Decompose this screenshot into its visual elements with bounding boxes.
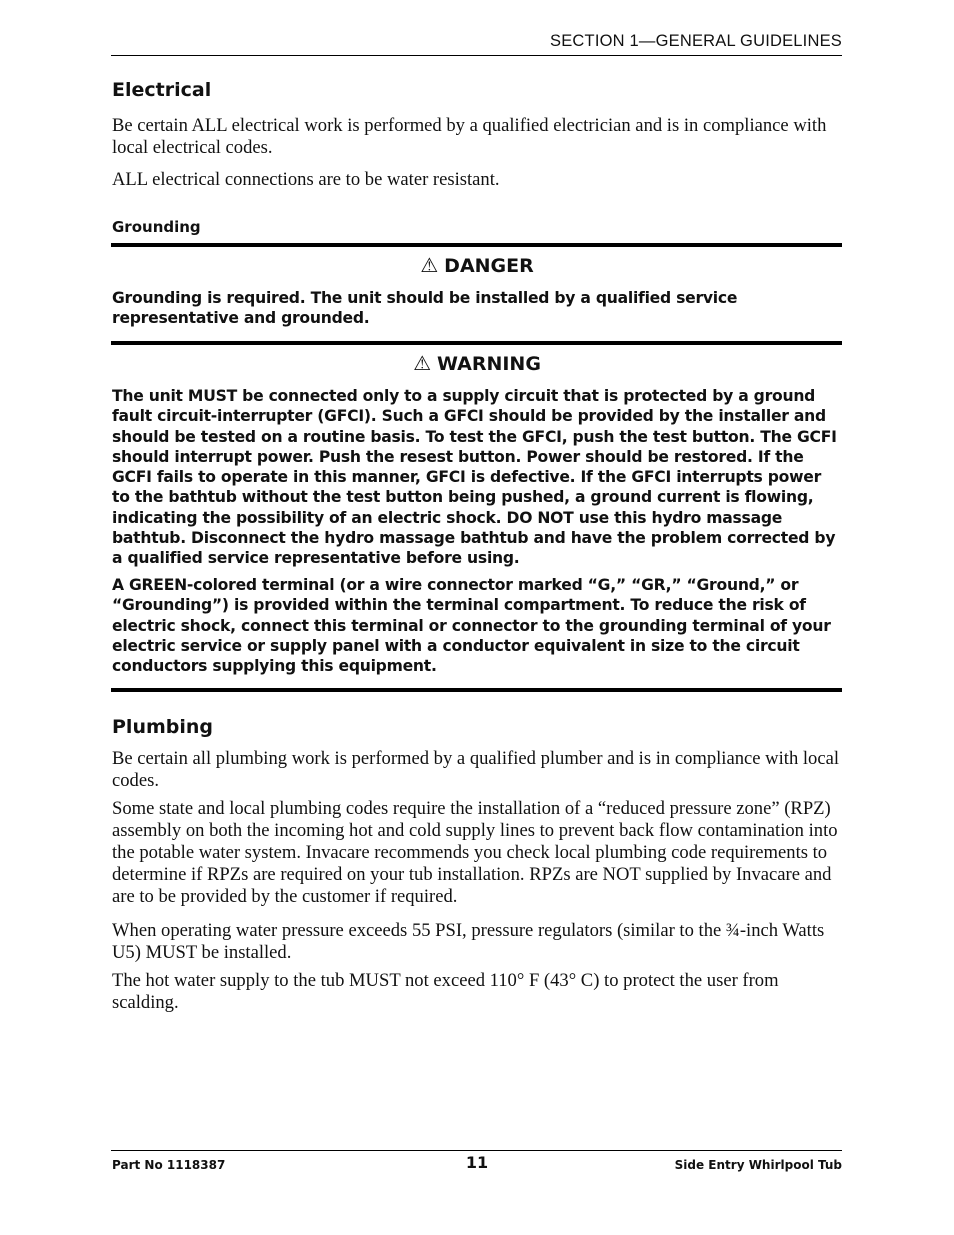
danger-top-rule	[111, 243, 842, 247]
plumbing-paragraph: Be certain all plumbing work is performed by a qualified plumber and is in compliance with local codes.	[112, 748, 840, 791]
plumbing-heading: Plumbing	[112, 716, 214, 738]
footer-product-name: Side Entry Whirlpool Tub	[674, 1158, 842, 1172]
footer-rule	[111, 1150, 842, 1151]
danger-text: Grounding is required. The unit should be installed by a qualified service representative and grounded.	[112, 289, 738, 328]
warning-paragraph: A GREEN-colored terminal (or a wire connector marked “G,” “GR,” “Ground,” or “Grounding”) is provided within the terminal compartment. To reduce the risk of electric shock, connect this terminal or connector to the grounding terminal of your electric service or supply panel with a conductor equivalent in size to the circuit conductors supplying this equipment.	[112, 576, 831, 676]
electrical-paragraph: ALL electrical connections are to be water resistant.	[112, 169, 500, 190]
footer-part-number: Part No 1118387	[112, 1158, 226, 1172]
warning-triangle-icon: ⚠	[413, 351, 432, 375]
electrical-paragraph: Be certain ALL electrical work is performed by a qualified electrician and is in compliance with local electrical codes.	[112, 115, 827, 158]
warning-title	[112, 351, 842, 375]
grounding-heading: Grounding	[112, 218, 201, 236]
danger-title	[112, 253, 842, 277]
electrical-heading: Electrical	[112, 79, 212, 101]
danger-label: DANGER	[444, 255, 534, 277]
running-header: SECTION 1—GENERAL GUIDELINES	[550, 32, 842, 50]
header-rule	[111, 55, 842, 56]
plumbing-paragraph: The hot water supply to the tub MUST not exceed 110° F (43° C) to protect the user from scalding.	[112, 970, 779, 1013]
warning-triangle-icon: ⚠	[420, 253, 439, 277]
page-number: 11	[465, 1153, 489, 1172]
warning-top-rule	[111, 341, 842, 345]
plumbing-paragraph: When operating water pressure exceeds 55 PSI, pressure regulators (similar to the ¾-inch Watts U5) MUST be installed.	[112, 920, 825, 963]
plumbing-paragraph: Some state and local plumbing codes require the installation of a “reduced pressure zone” (RPZ) assembly on both the incoming hot and cold supply lines to prevent back flow contamination into the potable water system. Invacare recommends you check local plumbing code requirements to determine if RPZs are required on your tub installation. RPZs are NOT supplied by Invacare and are to be provided by the customer if required.	[112, 798, 838, 907]
warning-paragraph: The unit MUST be connected only to a supply circuit that is protected by a ground fault circuit-interrupter (GFCI). Such a GFCI should be provided by the installer and should be tested on a routine basis. To test the GFCI, push the test button. The GCFI should interrupt power. Push the resest button. Power should be restored. If the GCFI fails to operate in this manner, GFCI is defective. If the GFCI interrupts power to the bathtub without the test button being pushed, a ground current is flowing, indicating the possibility of an electric shock. DO NOT use this hydro massage bathtub. Disconnect the hydro massage bathtub and have the problem corrected by a qualified service representative before using.	[112, 387, 837, 568]
warning-label: WARNING	[437, 353, 541, 375]
warning-bottom-rule	[111, 688, 842, 692]
